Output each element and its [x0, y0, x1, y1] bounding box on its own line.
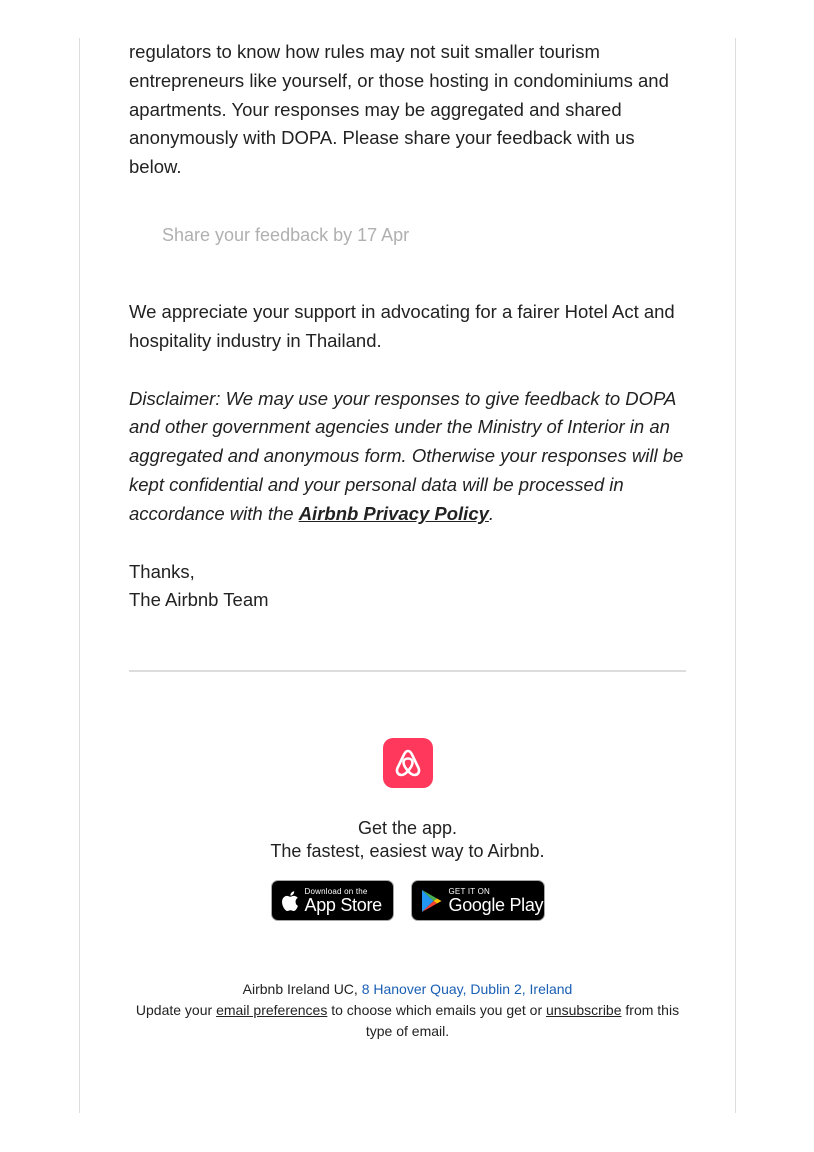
store-badges: [80, 880, 735, 921]
app-store-text: [305, 887, 382, 915]
disclaimer-paragraph: [129, 385, 689, 529]
footer: [80, 738, 735, 1042]
divider: [129, 670, 686, 672]
update-suffix: from this type of email.: [365, 1002, 680, 1039]
appreciation-paragraph: We appreciate your support in advocating for a fairer Hotel Act and hospitality industry in Thailand.: [129, 300, 675, 351]
thanks-text: Thanks,: [129, 560, 195, 582]
airbnb-logo-icon: [393, 747, 423, 779]
app-store-small-text: Download on the: [304, 886, 368, 896]
google-play-button[interactable]: [411, 880, 545, 921]
legal-text: [80, 979, 735, 1042]
app-store-label: App Store: [304, 894, 382, 915]
update-prefix: Update your: [135, 1002, 217, 1018]
get-app-tagline: The fastest, easiest way to Airbnb.: [270, 841, 545, 861]
email-body: [129, 38, 689, 615]
privacy-policy-link[interactable]: Airbnb Privacy Policy: [298, 502, 489, 524]
app-store-button[interactable]: [271, 880, 394, 921]
company-name: Airbnb Ireland UC,: [242, 981, 362, 997]
company-address-line: [130, 979, 685, 1000]
intro-paragraph: regulators to know how rules may not suit smaller tourism entrepreneurs like yourself, or those hosting in condominiums and apartments. Your responses may be aggregated and shared anonymously with DOPA. Please share your feedback with us below.: [129, 41, 669, 178]
airbnb-logo[interactable]: [383, 738, 433, 788]
signature: The Airbnb Team: [129, 589, 269, 611]
signoff: [129, 558, 689, 616]
disclaimer-end: .: [488, 502, 495, 524]
update-middle: to choose which emails you get or: [327, 1002, 547, 1018]
email-preferences-link[interactable]: email preferences: [216, 1002, 328, 1018]
preferences-line: [130, 1000, 685, 1042]
address-link[interactable]: 8 Hanover Quay, Dublin 2, Ireland: [361, 981, 573, 997]
share-feedback-button[interactable]: Share your feedback by 17 Apr: [162, 224, 410, 245]
apple-icon: [281, 890, 299, 912]
google-play-small-text: GET IT ON: [448, 886, 491, 896]
get-app-heading: Get the app.: [357, 818, 458, 838]
google-play-icon: [421, 889, 443, 913]
unsubscribe-link[interactable]: unsubscribe: [546, 1002, 622, 1018]
disclaimer-text: Disclaimer: We may use your responses to give feedback to DOPA and other government agencies under the Ministry of Interior in an aggregated and anonymous form. Otherwise your responses will be kept confidential and your personal data will be processed in accordance with the: [129, 387, 684, 524]
google-play-text: [449, 887, 544, 915]
google-play-label: Google Play: [448, 894, 544, 915]
get-app-text: [80, 817, 735, 863]
frame-border-right: [735, 38, 736, 1113]
